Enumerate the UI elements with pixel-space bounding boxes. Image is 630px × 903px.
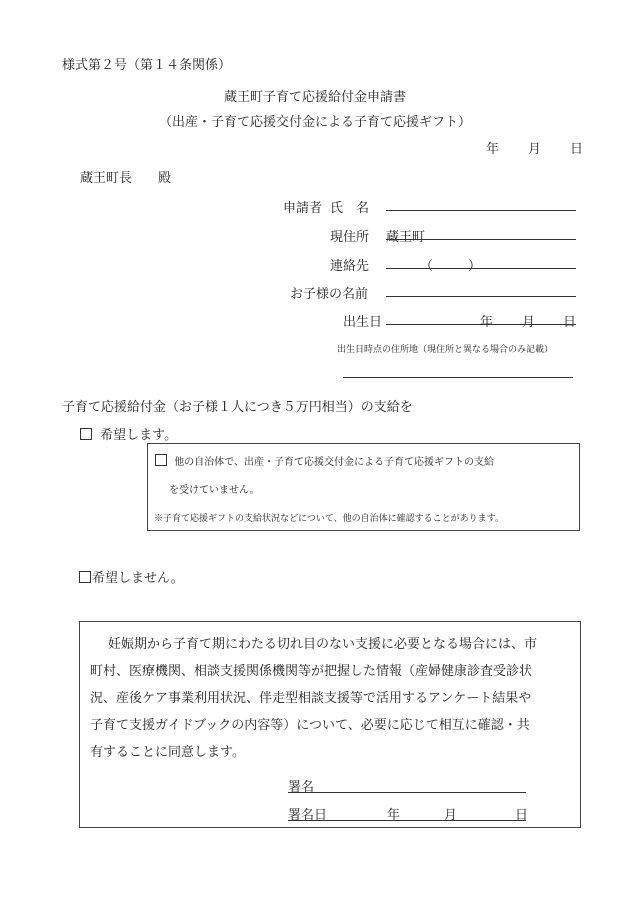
contact-label: 連絡先: [330, 259, 370, 274]
address-field[interactable]: [386, 239, 576, 240]
applicant-label: 申請者: [283, 201, 323, 216]
signature-date-label: 署名日: [288, 808, 328, 823]
confirmation-line1-text: 他の自治体で、出産・子育て応援交付金による子育て応援ギフトの支給: [174, 457, 494, 468]
date-month-label: 月: [528, 142, 542, 157]
birth-address-note: 出生日時点の住所地（現住所と異なる場合のみ記載）: [337, 345, 554, 355]
signature-date-field[interactable]: [288, 820, 526, 821]
checkbox-not-received[interactable]: [155, 454, 167, 466]
birth-address-field[interactable]: [343, 377, 573, 378]
confirmation-box: [147, 443, 580, 531]
checkbox-yes[interactable]: [80, 428, 92, 440]
sig-month-label: 月: [444, 808, 458, 823]
contact-paren-open: （: [420, 259, 434, 274]
confirmation-note: ※子育て応援ギフトの支給状況などについて、他の自治体に確認することがあります。: [154, 514, 504, 524]
consent-line-1: 妊娠期から子育て期にわたる切れ目のない支援に必要となる場合には、市: [108, 637, 538, 652]
date-day-label: 日: [570, 142, 584, 157]
consent-box: [79, 621, 581, 828]
date-year-label: 年: [486, 142, 500, 157]
address-prefix: 蔵王町: [386, 230, 426, 245]
confirmation-line1[interactable]: [155, 453, 494, 468]
option-yes-label: 希望します。: [100, 428, 178, 443]
consent-line-2: 町村、医療機関、相談支援関係機関等が把握した情報（産婦健康診査受診状: [90, 664, 533, 679]
birthdate-label: 出生日: [343, 315, 383, 330]
birth-month-label: 月: [522, 315, 536, 330]
birthdate-field[interactable]: [386, 324, 576, 325]
signature-label: 署名: [288, 780, 315, 795]
name-field[interactable]: [386, 210, 576, 211]
option-yes[interactable]: [80, 424, 177, 443]
contact-field[interactable]: [386, 268, 576, 269]
option-no[interactable]: [79, 567, 184, 586]
sig-day-label: 日: [515, 808, 529, 823]
consent-line-4: 子育て支援ガイドブックの内容等）について、必要に応じて相互に確認・共: [90, 718, 530, 733]
form-title: 蔵王町子育て応援給付金申請書: [223, 90, 406, 105]
birth-day-label: 日: [563, 315, 577, 330]
consent-line-5: 有することに同意します。: [90, 745, 245, 760]
addressee: 蔵王町長 殿: [80, 171, 172, 186]
benefit-question: 子育て応援給付金（お子様１人につき５万円相当）の支給を: [62, 400, 413, 415]
name-label: 氏 名: [330, 201, 370, 216]
form-subtitle: （出産・子育て応援交付金による子育て応援ギフト）: [158, 115, 471, 130]
birth-year-label: 年: [480, 315, 494, 330]
option-no-label: 希望しません。: [92, 571, 184, 586]
form-number: 様式第２号（第１４条関係）: [62, 58, 232, 73]
checkbox-no[interactable]: [79, 571, 91, 583]
child-name-field[interactable]: [386, 296, 576, 297]
signature-field[interactable]: [288, 792, 526, 793]
sig-year-label: 年: [387, 808, 401, 823]
confirmation-line2: を受けていません。: [169, 485, 260, 496]
contact-paren-close: ）: [468, 259, 482, 274]
address-label: 現住所: [330, 230, 370, 245]
consent-line-3: 況、産後ケア事業利用状況、伴走型相談支援等で活用するアンケート結果や: [90, 691, 532, 706]
child-name-label: お子様の名前: [290, 287, 369, 302]
